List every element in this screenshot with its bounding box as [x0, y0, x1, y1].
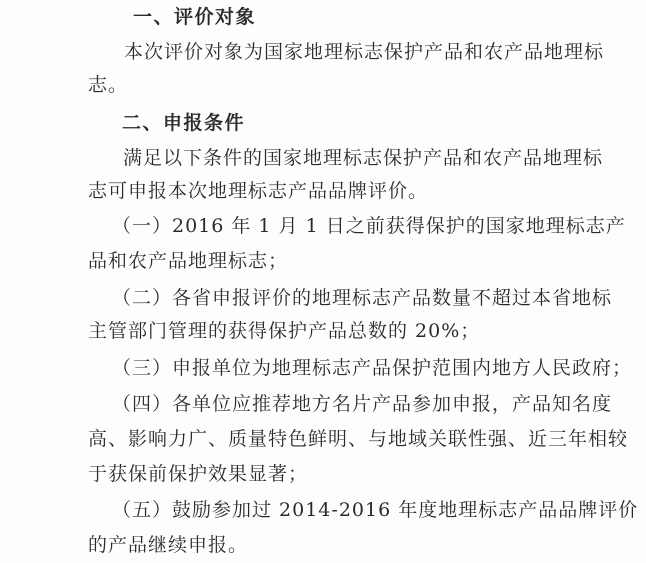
section-1-body-line-1: 本次评价对象为国家地理标志保护产品和农产品地理标 — [124, 41, 605, 63]
section-1-body-line-2: 志。 — [88, 74, 129, 96]
section-2-intro-line-1: 满足以下条件的国家地理标志保护产品和农产品地理标 — [123, 147, 604, 169]
condition-1-line-2: 品和农产品地理标志； — [88, 250, 289, 272]
condition-4-line-1: （四）各单位应推荐地方名片产品参加申报，产品知名度 — [112, 393, 613, 415]
condition-2-line-1: （二）各省申报评价的地理标志产品数量不超过本省地标 — [112, 287, 613, 309]
condition-5-line-1: （五）鼓励参加过 2014-2016 年度地理标志产品品牌评价 — [112, 499, 639, 521]
section-2-heading: 二、申报条件 — [122, 112, 246, 134]
section-1-heading: 一、评价对象 — [133, 6, 257, 28]
condition-4-line-2: 高、影响力广、质量特色鲜明、与地域关联性强、近三年相较 — [88, 428, 629, 450]
condition-5-line-2: 的产品继续申报。 — [88, 534, 249, 556]
condition-1-line-1: （一）2016 年 1 月 1 日之前获得保护的国家地理标志产 — [112, 215, 626, 237]
condition-4-line-3: 于获保前保护效果显著； — [88, 463, 309, 485]
section-2-intro-line-2: 志可申报本次地理标志产品品牌评价。 — [88, 180, 429, 202]
condition-2-line-2: 主管部门管理的获得保护产品总数的 20%； — [88, 320, 481, 342]
condition-3-line-1: （三）申报单位为地理标志产品保护范围内地方人民政府； — [112, 357, 633, 379]
